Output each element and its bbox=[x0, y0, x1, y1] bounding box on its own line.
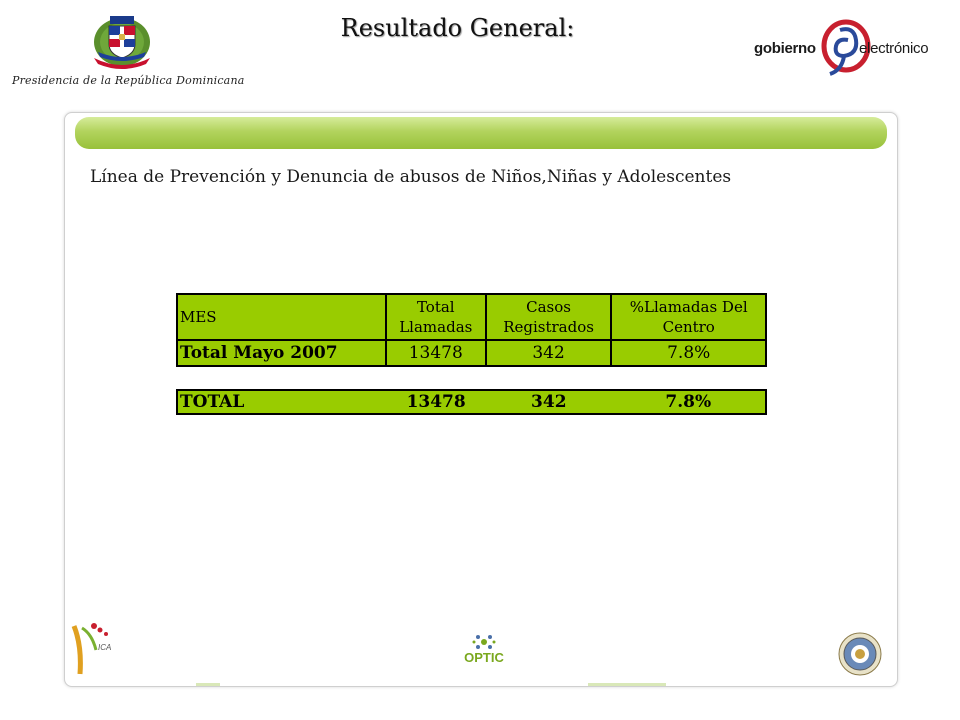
header-porcentaje-llamadas: %Llamadas Del Centro bbox=[611, 294, 766, 340]
calls-table bbox=[176, 293, 767, 367]
panel-header-bar bbox=[75, 117, 887, 149]
presidency-caption: Presidencia de la República Dominicana bbox=[12, 74, 245, 87]
row-month-label: Total Mayo 2007 bbox=[177, 340, 386, 366]
table-header-row bbox=[177, 294, 766, 340]
row-porcentaje: 7.8% bbox=[611, 340, 766, 366]
row-casos-registrados: 342 bbox=[486, 340, 612, 366]
gobierno-electronico-logo bbox=[754, 14, 944, 86]
logo-word-gobierno: gobierno bbox=[754, 40, 816, 57]
panel-subtitle: Línea de Prevención y Denuncia de abusos de Niños,Niñas y Adolescentes bbox=[90, 167, 732, 187]
totals-llamadas: 13478 bbox=[386, 390, 486, 414]
totals-table bbox=[176, 389, 767, 415]
totals-label: TOTAL bbox=[177, 390, 386, 414]
table-row bbox=[177, 340, 766, 366]
header-total-llamadas: Total Llamadas bbox=[386, 294, 486, 340]
totals-row bbox=[177, 390, 766, 414]
oas-seal-logo bbox=[838, 632, 882, 676]
totals-casos: 342 bbox=[486, 390, 612, 414]
header-mes: MES bbox=[177, 294, 386, 340]
ica-label: ICA bbox=[98, 643, 112, 652]
footer-bar-left bbox=[196, 683, 220, 686]
header-casos-registrados: Casos Registrados bbox=[486, 294, 612, 340]
logo-word-electronico: electrónico bbox=[859, 40, 929, 57]
totals-porcentaje: 7.8% bbox=[612, 390, 766, 414]
footer-bar-right bbox=[588, 683, 666, 686]
row-total-llamadas: 13478 bbox=[386, 340, 486, 366]
optic-label: OPTIC bbox=[464, 650, 504, 665]
page-title: Resultado General: bbox=[340, 14, 575, 42]
